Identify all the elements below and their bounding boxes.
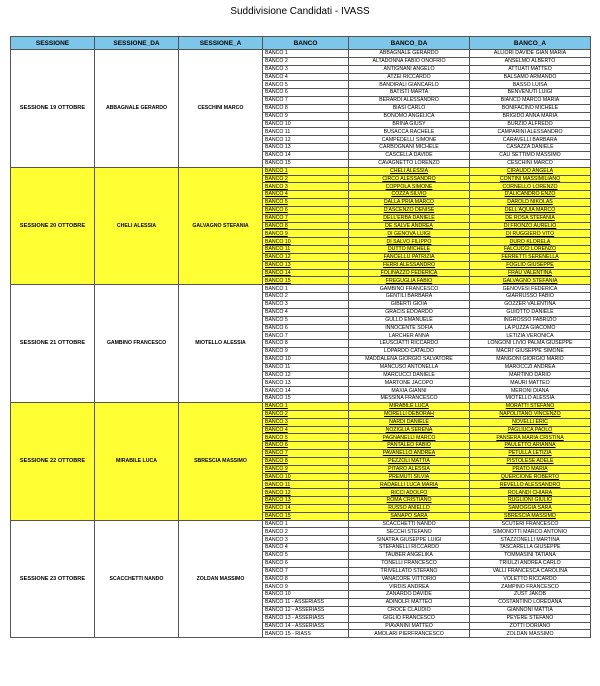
banco-cell: BANCO 11 - ASSERIASS [263,599,349,607]
banco-cell: BANCO 12 - ASSERIASS [263,606,349,614]
banco-da-cell: PAGNANELLI MARCO [349,434,470,442]
banco-a-cell: BURZIO ALFREDO [470,120,591,128]
banco-da-cell: LEUSCIATTI RICCARDO [349,340,470,348]
banco-cell: BANCO 1 [263,520,349,528]
banco-a-cell: RUGLIONI GIULIO [470,497,591,505]
banco-a-cell: PRATO MARIA [470,465,591,473]
banco-cell: BANCO 8 [263,340,349,348]
banco-cell: BANCO 3 [263,301,349,309]
banco-da-cell: SECCHI STEFANO [349,528,470,536]
banco-da-cell: BANDIRALI GIANCARLO [349,81,470,89]
session-from: SCACCHETTI NANDO [95,520,179,638]
banco-da-cell: DI SALVO FILIPPO [349,238,470,246]
banco-da-cell: PANTALEO FABIO [349,442,470,450]
banco-a-cell: CORNELLO LORENZO [470,183,591,191]
banco-a-cell: INGROSSO FABRIZIO [470,316,591,324]
banco-cell: BANCO 15 [263,512,349,520]
banco-da-cell: TAUBER ANGELIKA [349,552,470,560]
banco-da-cell: PREMUTI SILVIA [349,473,470,481]
banco-da-cell: CROCE CLAUDIO [349,606,470,614]
banco-a-cell: CIRAUDO ANGELA [470,167,591,175]
banco-da-cell: GAMBINO FRANCESCO [349,285,470,293]
banco-da-cell: MANCUSO ANTONELLA [349,363,470,371]
banco-a-cell: STAZZONELLI MARTINA [470,536,591,544]
table-row [11,167,591,175]
banco-da-cell: BERARDI ALESSANDRO [349,97,470,105]
banco-da-cell: SANAPO SARA [349,512,470,520]
banco-a-cell: ATTUATI MATTEO [470,65,591,73]
banco-da-cell: BATISTI MARTA [349,89,470,97]
table-body [11,50,591,638]
banco-a-cell: MAROCCZI ANDREA [470,363,591,371]
session-from: GAMBINO FRANCESCO [95,285,179,403]
banco-da-cell: INNOCENTE SOFIA [349,324,470,332]
banco-da-cell: PAVANELLO ANDREA [349,450,470,458]
banco-a-cell: REVELLO ALESSANDRO [470,481,591,489]
banco-cell: BANCO 11 [263,363,349,371]
banco-a-cell: NAPOLITANO VINCENZO [470,410,591,418]
header-sessione: SESSIONE [11,37,95,50]
banco-da-cell: CHELI ALESSIA [349,167,470,175]
header-banco: BANCO [263,37,349,50]
banco-a-cell: LONGONI LIVIO PALMA GIUSEPPE [470,340,591,348]
banco-a-cell: PEYERE STEFANO [470,614,591,622]
banco-cell: BANCO 10 [263,238,349,246]
banco-da-cell: D'ASCENZO DENISE [349,206,470,214]
banco-a-cell: COSTANTINO LOREDANA [470,599,591,607]
banco-a-cell: ALLIORI DAVIDE GIAN MARIA [470,50,591,58]
banco-a-cell: CAU SETTIMO MASSIMO [470,151,591,159]
banco-cell: BANCO 7 [263,214,349,222]
banco-a-cell: CASAZZA DANIELE [470,144,591,152]
banco-cell: BANCO 8 [263,575,349,583]
banco-a-cell: ZOLDAN MASSIMO [470,630,591,638]
banco-da-cell: ANTIGNANI ANGELO [349,65,470,73]
banco-a-cell: BIANCO MARCO MARIA [470,97,591,105]
table-row [11,50,591,58]
banco-cell: BANCO 5 [263,316,349,324]
banco-da-cell: BONOMO ANGELICA [349,112,470,120]
banco-a-cell: SCUTERI FRANCESCO [470,520,591,528]
banco-a-cell: ZUST JAKOB [470,591,591,599]
banco-cell: BANCO 7 [263,450,349,458]
banco-a-cell: BALSAMO ARMANDO [470,73,591,81]
banco-da-cell: SINATRA GIUSEPPE LUIGI [349,536,470,544]
banco-a-cell: TASCARELLA GIUSEPPE [470,544,591,552]
session-to: SBRESCIA MASSIMO [179,402,263,520]
banco-a-cell: CAMPARINI ALESSANDRO [470,128,591,136]
banco-cell: BANCO 2 [263,293,349,301]
banco-a-cell: D'ALICANDRO ENZO [470,191,591,199]
banco-da-cell: BUSACCA RACHELE [349,128,470,136]
banco-da-cell: MARTONE JACOPO [349,379,470,387]
banco-cell: BANCO 13 [263,144,349,152]
banco-a-cell: ROLANDI CHIARA [470,489,591,497]
session-to: ZOLDAN MASSIMO [179,520,263,638]
banco-cell: BANCO 13 [263,497,349,505]
banco-da-cell: GULLO EMANUELE [349,316,470,324]
session-to: GALVAGNO STEFANIA [179,167,263,285]
banco-cell: BANCO 9 [263,112,349,120]
banco-a-cell: BONIFACINO MICHELE [470,104,591,112]
banco-a-cell: NOVELLI ERIC [470,418,591,426]
banco-da-cell: ALTADONNA FABIO ONOFRIO [349,57,470,65]
banco-a-cell: GALVAGNO STEFANIA [470,277,591,285]
banco-cell: BANCO 2 [263,528,349,536]
banco-da-cell: VANACORE VITTORIO [349,575,470,583]
table-row [11,402,591,410]
banco-da-cell: CAMPEDELLI SIMONE [349,136,470,144]
banco-a-cell: ANSELMO ALBERTO [470,57,591,65]
banco-da-cell: MIRABILE LUCA [349,402,470,410]
banco-cell: BANCO 4 [263,73,349,81]
banco-da-cell: FREGUGLIA FABIO [349,277,470,285]
banco-cell: BANCO 15 [263,395,349,403]
banco-cell: BANCO 5 [263,552,349,560]
banco-cell: BANCO 13 - ASSERIASS [263,614,349,622]
banco-a-cell: MAURI MATTEO [470,379,591,387]
banco-a-cell: MARTINO DARIO [470,371,591,379]
banco-da-cell: FERRI ALESSANDRO [349,261,470,269]
banco-a-cell: LETIZIA VERONICA [470,332,591,340]
banco-da-cell: TRIVELLATO STEFANO [349,567,470,575]
banco-cell: BANCO 8 [263,222,349,230]
banco-a-cell: ZAMPINO FRANCESCO [470,583,591,591]
banco-da-cell: ROMA CRISTIANO [349,497,470,505]
session-from: MIRABILE LUCA [95,402,179,520]
banco-a-cell: PAULETTO ARIANNA [470,442,591,450]
banco-a-cell: DE ROSA STEFANIA [470,214,591,222]
banco-da-cell: DE SALVE ANDREA [349,222,470,230]
banco-a-cell: DI FRONZO AURELIO [470,222,591,230]
session-name: SESSIONE 20 OTTOBRE [11,167,95,285]
banco-a-cell: CONTINI MASSIMILIANO [470,175,591,183]
banco-da-cell: PITARO ALESSIA [349,465,470,473]
banco-da-cell: PIAVANINI MATTEO [349,622,470,630]
banco-da-cell: MAXIA GIANNI [349,387,470,395]
banco-da-cell: ATZEI RICCARDO [349,73,470,81]
header-row [11,37,591,50]
banco-da-cell: MARCUCCI DANIELE [349,371,470,379]
banco-cell: BANCO 2 [263,410,349,418]
banco-a-cell: QUERCIONE ROBERTO [470,473,591,481]
banco-da-cell: ZANARDO DAVIDE [349,591,470,599]
banco-da-cell: DALLA PRIA MARCO [349,199,470,207]
banco-da-cell: RICCI ADOLFO [349,489,470,497]
banco-cell: BANCO 6 [263,442,349,450]
banco-a-cell: MIOTELLO ALESSIA [470,395,591,403]
banco-da-cell: DUTTO MICHELE [349,246,470,254]
banco-cell: BANCO 7 [263,97,349,105]
banco-a-cell: DELL'AQUIA MARCO [470,206,591,214]
banco-a-cell: SBRESCIA MASSIMO [470,512,591,520]
banco-cell: BANCO 14 [263,269,349,277]
banco-cell: BANCO 2 [263,57,349,65]
header-banco-a: BANCO_A [470,37,591,50]
banco-a-cell: PISTOLESE ADELE [470,457,591,465]
banco-a-cell: BENVENUTI LUIGI [470,89,591,97]
banco-a-cell: PETULLA LETIZIA [470,450,591,458]
banco-a-cell: MORATTI STEFANO [470,402,591,410]
banco-cell: BANCO 4 [263,426,349,434]
header-sessione-da: SESSIONE_DA [95,37,179,50]
banco-a-cell: FRAU VALENTINA [470,269,591,277]
header-sessione-a: SESSIONE_A [179,37,263,50]
session-from: ABBAGNALE GERARDO [95,50,179,168]
banco-a-cell: MERONI DIANA [470,387,591,395]
banco-a-cell: DI RUGGIERO VITO [470,230,591,238]
banco-da-cell: COPPOLA SIMONE [349,183,470,191]
banco-a-cell: DURO KLORELA [470,238,591,246]
banco-a-cell: VALLI FRANCESCA CAROLINA [470,567,591,575]
banco-cell: BANCO 4 [263,191,349,199]
banco-da-cell: VIRDIS ANDREA [349,583,470,591]
banco-cell: BANCO 15 [263,159,349,167]
banco-cell: BANCO 2 [263,175,349,183]
banco-cell: BANCO 9 [263,583,349,591]
banco-da-cell: FOLINAZZO FEDERICA [349,269,470,277]
banco-a-cell: GOZZER VALENTINA [470,301,591,309]
banco-cell: BANCO 10 [263,473,349,481]
banco-a-cell: SIMONOTTI MARCO ANTONIO [470,528,591,536]
banco-da-cell: BIASI CARLO [349,104,470,112]
header-banco-da: BANCO_DA [349,37,470,50]
banco-cell: BANCO 11 [263,481,349,489]
banco-a-cell: GENOVESI FEDERICA [470,285,591,293]
banco-cell: BANCO 4 [263,308,349,316]
banco-cell: BANCO 8 [263,104,349,112]
banco-da-cell: GIBERTI GIOIA [349,301,470,309]
banco-da-cell: ABBAGNALE GERARDO [349,50,470,58]
banco-cell: BANCO 5 [263,199,349,207]
banco-da-cell: COZZA SILVIO [349,191,470,199]
banco-da-cell: AMOLARI PIERFRANCESCO [349,630,470,638]
banco-cell: BANCO 14 [263,504,349,512]
banco-a-cell: FALCUCCI LORENZO [470,246,591,254]
banco-a-cell: PAGLIUCA PAOLO [470,426,591,434]
banco-da-cell: DI GENOVA LUIGI [349,230,470,238]
banco-cell: BANCO 6 [263,206,349,214]
banco-cell: BANCO 14 [263,387,349,395]
session-to: MIOTELLO ALESSIA [179,285,263,403]
table-row [11,520,591,528]
banco-cell: BANCO 3 [263,536,349,544]
banco-da-cell: MORELLI DEBORAH [349,410,470,418]
session-name: SESSIONE 23 OTTOBRE [11,520,95,638]
banco-cell: BANCO 10 [263,120,349,128]
banco-cell: BANCO 6 [263,559,349,567]
banco-cell: BANCO 13 [263,261,349,269]
banco-da-cell: CASCELLA DAVIDE [349,151,470,159]
banco-da-cell: CIRCO ALESSANDRO [349,175,470,183]
page-title: Suddivisione Candidati - IVASS [230,6,370,17]
banco-a-cell: CARAVELLI BARBARA [470,136,591,144]
banco-da-cell: NARDI DANIELE [349,418,470,426]
banco-a-cell: TRIULZI ANDREA CARLO [470,559,591,567]
banco-a-cell: GUIOTTO DANIELE [470,308,591,316]
banco-a-cell: BRIGIDO ANNA MARIA [470,112,591,120]
banco-cell: BANCO 6 [263,324,349,332]
banco-da-cell: BRINA GIUSY [349,120,470,128]
banco-da-cell: GENTILI BARBARA [349,293,470,301]
banco-da-cell: MADDALENA GIORGIO SALVATORE [349,355,470,363]
banco-cell: BANCO 5 [263,434,349,442]
banco-cell: BANCO 12 [263,371,349,379]
session-to: CESCHINI MARCO [179,50,263,168]
banco-a-cell: FOGLIO GIUSEPPE [470,261,591,269]
banco-cell: BANCO 1 [263,285,349,293]
session-name: SESSIONE 22 OTTOBRE [11,402,95,520]
banco-a-cell: ZOTTI DORIANO [470,622,591,630]
banco-da-cell: SCACCHETTI NANDO [349,520,470,528]
banco-cell: BANCO 3 [263,183,349,191]
banco-cell: BANCO 1 [263,167,349,175]
banco-cell: BANCO 8 [263,457,349,465]
banco-cell: BANCO 6 [263,89,349,97]
banco-a-cell: FERRETTI SERENELLA [470,253,591,261]
banco-cell: BANCO 7 [263,332,349,340]
banco-da-cell: ADINOLFI MATTEO [349,599,470,607]
session-name: SESSIONE 21 OTTOBRE [11,285,95,403]
banco-cell: BANCO 9 [263,230,349,238]
banco-cell: BANCO 3 [263,65,349,73]
session-name: SESSIONE 19 OTTOBRE [11,50,95,168]
banco-cell: BANCO 4 [263,544,349,552]
banco-cell: BANCO 14 [263,151,349,159]
banco-da-cell: GRACIS EDOARDO [349,308,470,316]
banco-cell: BANCO 11 [263,246,349,254]
banco-da-cell: CARBOGNANI MICHELE [349,144,470,152]
session-from: CHELI ALESSIA [95,167,179,285]
banco-da-cell: PEZZOLI MATTIA [349,457,470,465]
banco-a-cell: TOMMASINI TATIANA [470,552,591,560]
banco-da-cell: GIGLIO FRANCESCO [349,614,470,622]
banco-a-cell: DAROLD NIKOLAS [470,199,591,207]
banco-a-cell: SAMOGGIA SARA [470,504,591,512]
banco-cell: BANCO 15 [263,277,349,285]
banco-da-cell: CAVAGNETTO LORENZO [349,159,470,167]
banco-da-cell: LOPARDO CATALDO [349,348,470,356]
banco-cell: BANCO 1 [263,50,349,58]
banco-a-cell: PANSERA MARIA CRISTINA [470,434,591,442]
banco-cell: BANCO 12 [263,253,349,261]
banco-cell: BANCO 10 [263,355,349,363]
banco-cell: BANCO 14 - ASSERIASS [263,622,349,630]
banco-a-cell: VOLETTO RICCARDO [470,575,591,583]
banco-a-cell: MACRI' GIUSEPPE SIMONE [470,348,591,356]
banco-cell: BANCO 12 [263,136,349,144]
banco-da-cell: MESSINA FRANCESCO [349,395,470,403]
banco-da-cell: RUSSO ANIELLO [349,504,470,512]
banco-cell: BANCO 5 [263,81,349,89]
banco-cell: BANCO 3 [263,418,349,426]
banco-cell: BANCO 7 [263,567,349,575]
banco-a-cell: LA PUZZA GIACOMO [470,324,591,332]
banco-a-cell: GIARRUSSO FABIO [470,293,591,301]
banco-cell: BANCO 1 [263,402,349,410]
banco-cell: BANCO 9 [263,465,349,473]
banco-cell: BANCO 10 [263,591,349,599]
banco-cell: BANCO 13 [263,379,349,387]
banco-a-cell: MANGONI GIORGIO MARIO [470,355,591,363]
banco-da-cell: LARCHER ANNA [349,332,470,340]
banco-da-cell: STEFANELLI RICCARDO [349,544,470,552]
candidates-table [10,36,591,638]
banco-a-cell: BASSO LUISA [470,81,591,89]
banco-cell: BANCO 9 [263,348,349,356]
banco-cell: BANCO 11 [263,128,349,136]
banco-da-cell: NOZIGLIA SERENA [349,426,470,434]
banco-da-cell: TONELLI FRANCESCO [349,559,470,567]
banco-a-cell: CESCHINI MARCO [470,159,591,167]
banco-da-cell: RADAELLI LUCA MARIA [349,481,470,489]
banco-da-cell: FANCELLU PATRIZIA [349,253,470,261]
banco-cell: BANCO 12 [263,489,349,497]
banco-a-cell: GIANNONI MATTIA [470,606,591,614]
banco-cell: BANCO 15 - RIASS [263,630,349,638]
banco-da-cell: DELL'ERBA DANIELE [349,214,470,222]
table-row [11,285,591,293]
